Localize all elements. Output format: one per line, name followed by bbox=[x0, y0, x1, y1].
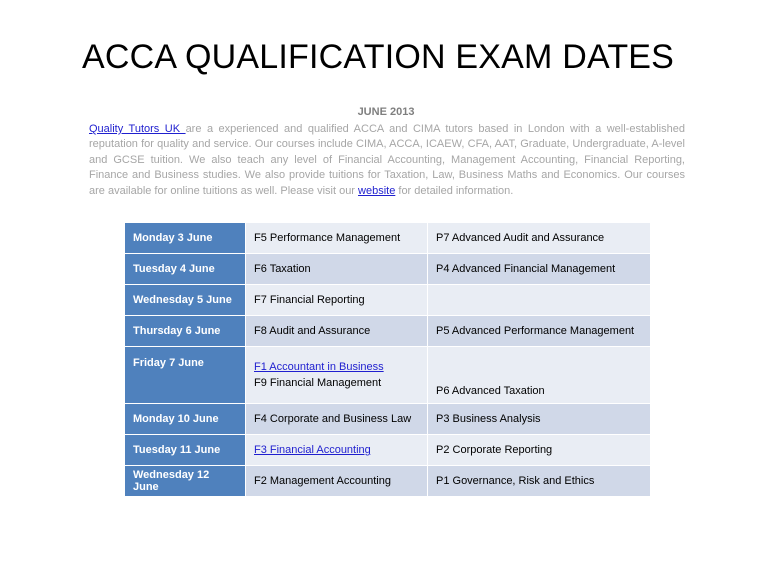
exam-cell: F6 Taxation bbox=[246, 254, 428, 285]
exam-cell: P3 Business Analysis bbox=[428, 404, 651, 435]
day-cell: Wednesday 12 June bbox=[125, 466, 246, 497]
intro-paragraph bbox=[89, 122, 685, 199]
f3-exam-link[interactable]: F3 Financial Accounting bbox=[254, 444, 371, 456]
table-row bbox=[125, 223, 651, 254]
day-cell: Friday 7 June bbox=[125, 347, 246, 404]
page-subtitle: JUNE 2013 bbox=[357, 106, 415, 118]
exam-cell: P1 Governance, Risk and Ethics bbox=[428, 466, 651, 497]
exam-cell: F4 Corporate and Business Law bbox=[246, 404, 428, 435]
day-cell: Thursday 6 June bbox=[125, 316, 246, 347]
exam-cell: F5 Performance Management bbox=[246, 223, 428, 254]
exam-cell bbox=[428, 285, 651, 316]
day-cell: Tuesday 4 June bbox=[125, 254, 246, 285]
exam-cell: F7 Financial Reporting bbox=[246, 285, 428, 316]
exam-cell: P7 Advanced Audit and Assurance bbox=[428, 223, 651, 254]
exam-cell: P6 Advanced Taxation bbox=[428, 347, 651, 404]
intro-text-1: are a experienced and qualified ACCA and CIMA tutors based in London with a well-established reputation for quality and service. Our courses include CIMA, ACCA, ICAEW, CFA, AAT, Graduate, Undergraduate, A-level and GCSE tuition. We also teach any level of Financial Accounting, Management Accounting, Financial Reporting, Finance and Business studies. We also provide tuitions for Taxation, Law, Business Maths and Economics. Our courses are available for online tuitions as well. Please visit our bbox=[89, 123, 685, 197]
day-cell: Wednesday 5 June bbox=[125, 285, 246, 316]
exam-cell: F8 Audit and Assurance bbox=[246, 316, 428, 347]
table-row bbox=[125, 404, 651, 435]
exam-cell bbox=[246, 435, 428, 466]
table-row bbox=[125, 435, 651, 466]
exam-cell: P2 Corporate Reporting bbox=[428, 435, 651, 466]
table-row bbox=[125, 316, 651, 347]
f1-exam-link[interactable]: F1 Accountant in Business bbox=[254, 361, 384, 373]
exam-cell: F2 Management Accounting bbox=[246, 466, 428, 497]
page-title: ACCA QUALIFICATION EXAM DATES bbox=[81, 38, 675, 76]
exam-cell: P5 Advanced Performance Management bbox=[428, 316, 651, 347]
website-link[interactable]: website bbox=[358, 184, 396, 197]
exam-cell: P4 Advanced Financial Management bbox=[428, 254, 651, 285]
day-cell: Monday 10 June bbox=[125, 404, 246, 435]
day-cell: Tuesday 11 June bbox=[125, 435, 246, 466]
table-row bbox=[125, 466, 651, 497]
day-cell: Monday 3 June bbox=[125, 223, 246, 254]
exam-schedule-table bbox=[124, 222, 651, 497]
table-row bbox=[125, 254, 651, 285]
table-row bbox=[125, 347, 651, 404]
exam-cell bbox=[246, 347, 428, 404]
f9-exam-text: F9 Financial Management bbox=[254, 377, 382, 389]
intro-text-2: for detailed information. bbox=[395, 184, 514, 197]
quality-tutors-link[interactable]: Quality Tutors UK bbox=[89, 123, 186, 135]
table-row bbox=[125, 285, 651, 316]
